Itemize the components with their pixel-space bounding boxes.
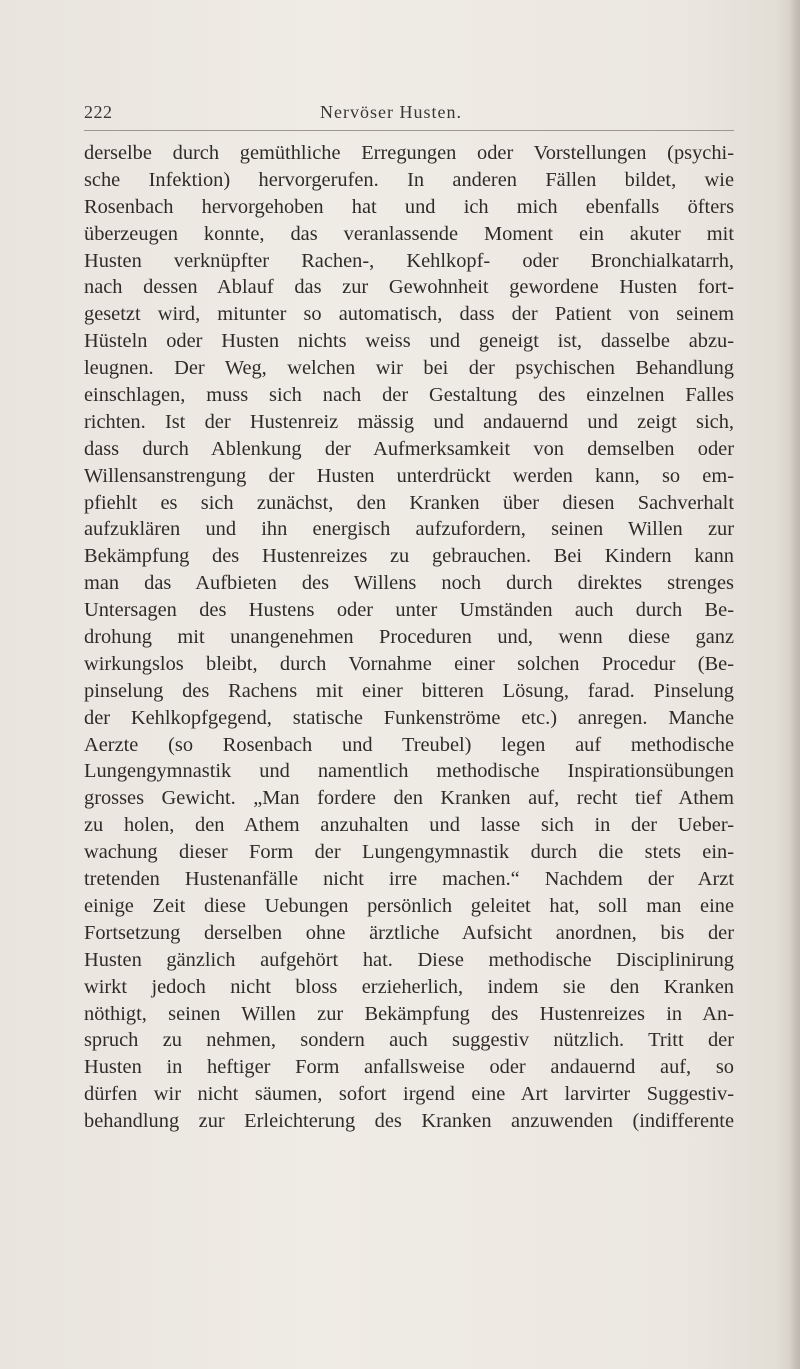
text-line: wirkt jedoch nicht bloss erzieherlich, indem sie den Kranken — [84, 975, 734, 998]
text-line: drohung mit unangenehmen Proceduren und, wenn diese ganz — [84, 626, 734, 649]
text-line: einschlagen, muss sich nach der Gestaltung des einzelnen Falles — [84, 384, 734, 407]
text-line: tretenden Hustenanfälle nicht irre machen.“ Nachdem der Arzt — [84, 868, 734, 891]
text-line: Fortsetzung derselben ohne ärztliche Aufsicht anordnen, bis der — [84, 921, 734, 944]
text-line: behandlung zur Erleichterung des Kranken anzuwenden (indifferente — [84, 1110, 734, 1133]
text-line: dass durch Ablenkung der Aufmerksamkeit von demselben oder — [84, 437, 734, 460]
running-title: Nervöser Husten. — [320, 102, 462, 122]
text-line: dürfen wir nicht säumen, sofort irgend eine Art larvirter Suggestiv- — [84, 1083, 734, 1106]
text-line: derselbe durch gemüthliche Erregungen oder Vorstellungen (psychi- — [84, 142, 734, 164]
text-line: sche Infektion) hervorgerufen. In anderen Fällen bildet, wie — [84, 168, 734, 191]
text-line: einige Zeit diese Uebungen persönlich geleitet hat, soll man eine — [84, 894, 734, 917]
text-line: Hüsteln oder Husten nichts weiss und geneigt ist, dasselbe abzu- — [84, 330, 734, 353]
text-line: überzeugen konnte, das veranlassende Moment ein akuter mit — [84, 222, 734, 245]
page-edge-shadow — [790, 0, 800, 1369]
text-line: gesetzt wird, mitunter so automatisch, dass der Patient von seinem — [84, 303, 734, 326]
page-header — [84, 102, 734, 130]
text-line: Willensanstrengung der Husten unterdrückt werden kann, so em- — [84, 464, 734, 487]
body-paragraph — [84, 140, 734, 1135]
text-line: Husten verknüpfter Rachen-, Kehlkopf- oder Bronchialkatarrh, — [84, 249, 734, 272]
text-line: aufzuklären und ihn energisch aufzufordern, seinen Willen zur — [84, 518, 734, 541]
text-line: Bekämpfung des Hustenreizes zu gebrauchen. Bei Kindern kann — [84, 545, 734, 568]
text-line: zu holen, den Athem anzuhalten und lasse sich in der Ueber- — [84, 814, 734, 837]
text-line: wirkungslos bleibt, durch Vornahme einer solchen Procedur (Be- — [84, 652, 734, 675]
text-line: pinselung des Rachens mit einer bitteren Lösung, farad. Pinselung — [84, 679, 734, 702]
text-line: nach dessen Ablauf das zur Gewohnheit gewordene Husten fort- — [84, 276, 734, 299]
text-line: Aerzte (so Rosenbach und Treubel) legen auf methodische — [84, 733, 734, 756]
text-line: grosses Gewicht. „Man fordere den Kranken auf, recht tief Athem — [84, 787, 734, 810]
text-line: nöthigt, seinen Willen zur Bekämpfung des Hustenreizes in An- — [84, 1002, 734, 1025]
text-line: der Kehlkopfgegend, statische Funkenströme etc.) anregen. Manche — [84, 706, 734, 729]
text-line: man das Aufbieten des Willens noch durch direktes strenges — [84, 572, 734, 595]
text-line: Husten in heftiger Form anfallsweise oder andauernd auf, so — [84, 1056, 734, 1079]
header-rule — [84, 130, 734, 131]
text-line: wachung dieser Form der Lungengymnastik durch die stets ein- — [84, 841, 734, 864]
text-line: Untersagen des Hustens oder unter Umständen auch durch Be- — [84, 599, 734, 622]
text-line: pfiehlt es sich zunächst, den Kranken über diesen Sachverhalt — [84, 491, 734, 514]
page-number: 222 — [84, 102, 113, 122]
text-line: Husten gänzlich aufgehört hat. Diese methodische Disciplinirung — [84, 948, 734, 971]
text-line: Lungengymnastik und namentlich methodische Inspirationsübungen — [84, 760, 734, 783]
text-line: spruch zu nehmen, sondern auch suggestiv nützlich. Tritt der — [84, 1029, 734, 1052]
text-line: richten. Ist der Hustenreiz mässig und andauernd und zeigt sich, — [84, 410, 734, 433]
text-line: leugnen. Der Weg, welchen wir bei der psychischen Behandlung — [84, 357, 734, 380]
text-line: Rosenbach hervorgehoben hat und ich mich ebenfalls öfters — [84, 195, 734, 218]
